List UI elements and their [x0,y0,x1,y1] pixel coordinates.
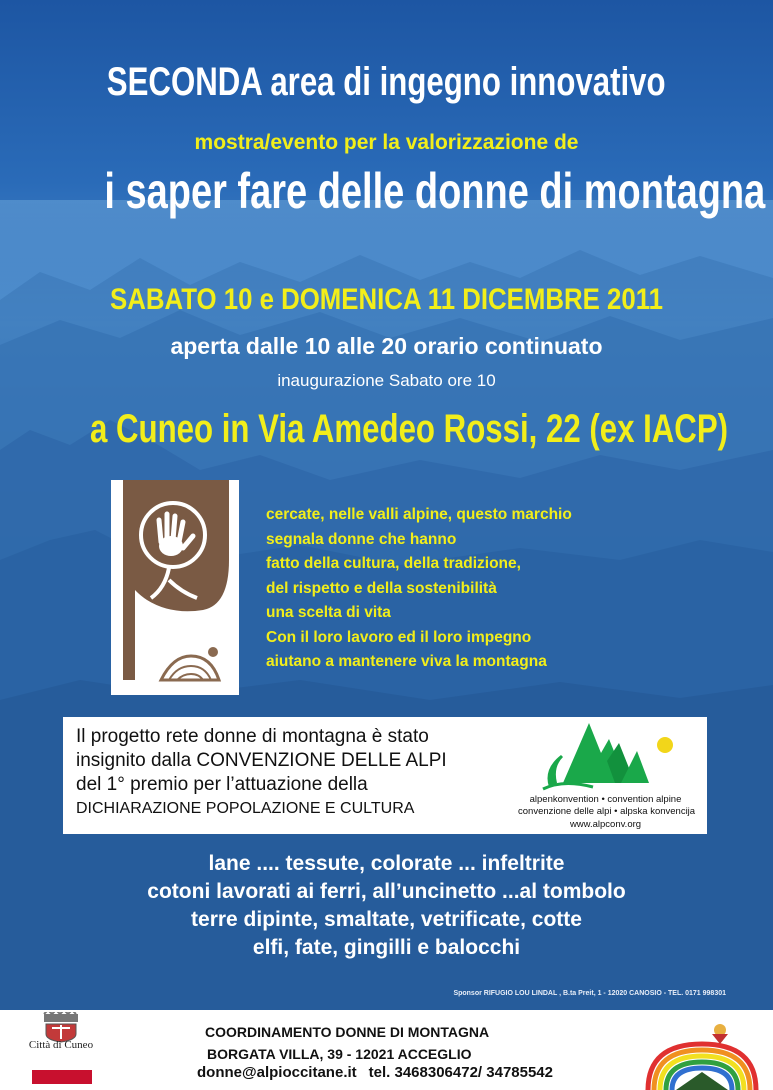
phone-number: tel. 3468306472/ 34785542 [368,1064,553,1081]
award-box [63,717,707,834]
event-location: a Cuneo in Via Amedeo Rossi, 22 (ex IACP) [89,407,729,451]
award-line: DICHIARAZIONE POPOLAZIONE E CULTURA [76,800,415,817]
event-dates: SABATO 10 e DOMENICA 11 DICEMBRE 2011 [110,283,663,316]
description-line: una scelta di vita [266,604,391,621]
crafts-list [0,850,773,962]
hand-print-logo-icon [111,480,239,695]
title-line-2: mostra/evento per la valorizzazione de [194,131,579,154]
rainbow-logo-icon [640,1014,773,1090]
award-line: del 1° premio per l’attuazione della [76,774,368,795]
crafts-line: elfi, fate, gingilli e balocchi [252,936,521,959]
description-line: Con il loro lavoro ed il loro impegno [266,628,532,646]
org-name: COORDINAMENTO DONNE DI MONTAGNA [205,1024,490,1040]
email-link[interactable]: donne@alpioccitane.it [197,1064,357,1081]
award-text [76,725,447,821]
sponsor-note: Sponsor RIFUGIO LOU LINDAL , B.ta Preit, 1 - 12020 CANOSIO - TEL. 0171 998301 [453,990,726,997]
title-line-1: SECONDA area di ingegno innovativo [107,60,666,104]
award-line: Il progetto rete donne di montagna è stato [76,726,429,747]
org-address: BORGATA VILLA, 39 - 12021 ACCEGLIO [207,1046,472,1062]
description-line: del rispetto e della sostenibilità [266,579,497,597]
description-line: aiutano a mantenere viva la montagna [266,653,547,670]
title-line-3: i saper fare delle donne di montagna [104,163,766,219]
alp-caption-line: convenzione delle alpi • alpska konvencija [518,806,696,817]
crafts-line: lane .... tessute, colorate ... infeltrite [208,852,565,875]
event-inauguration: inaugurazione Sabato ore 10 [277,371,496,390]
alp-caption-link[interactable]: www.alpconv.org [569,819,642,830]
contact-line [197,1064,553,1081]
description-line: cercate, nelle valli alpine, questo marchio [266,506,572,523]
crafts-line: cotoni lavorati ai ferri, all’uncinetto ...al tombolo [147,880,626,903]
description-line: segnala donne che hanno [266,530,457,548]
logo-description [266,503,572,675]
city-label: Città di Cuneo [28,1039,94,1051]
alp-caption-line: alpenkonvention • convention alpine [529,794,682,805]
event-hours: aperta dalle 10 alle 20 orario continuato [170,333,603,359]
description-line: fatto della cultura, della tradizione, [266,555,521,572]
award-line: insignito dalla CONVENZIONE DELLE ALPI [76,750,447,771]
crafts-line: terre dipinte, smaltate, vetrificate, cotte [191,908,582,931]
